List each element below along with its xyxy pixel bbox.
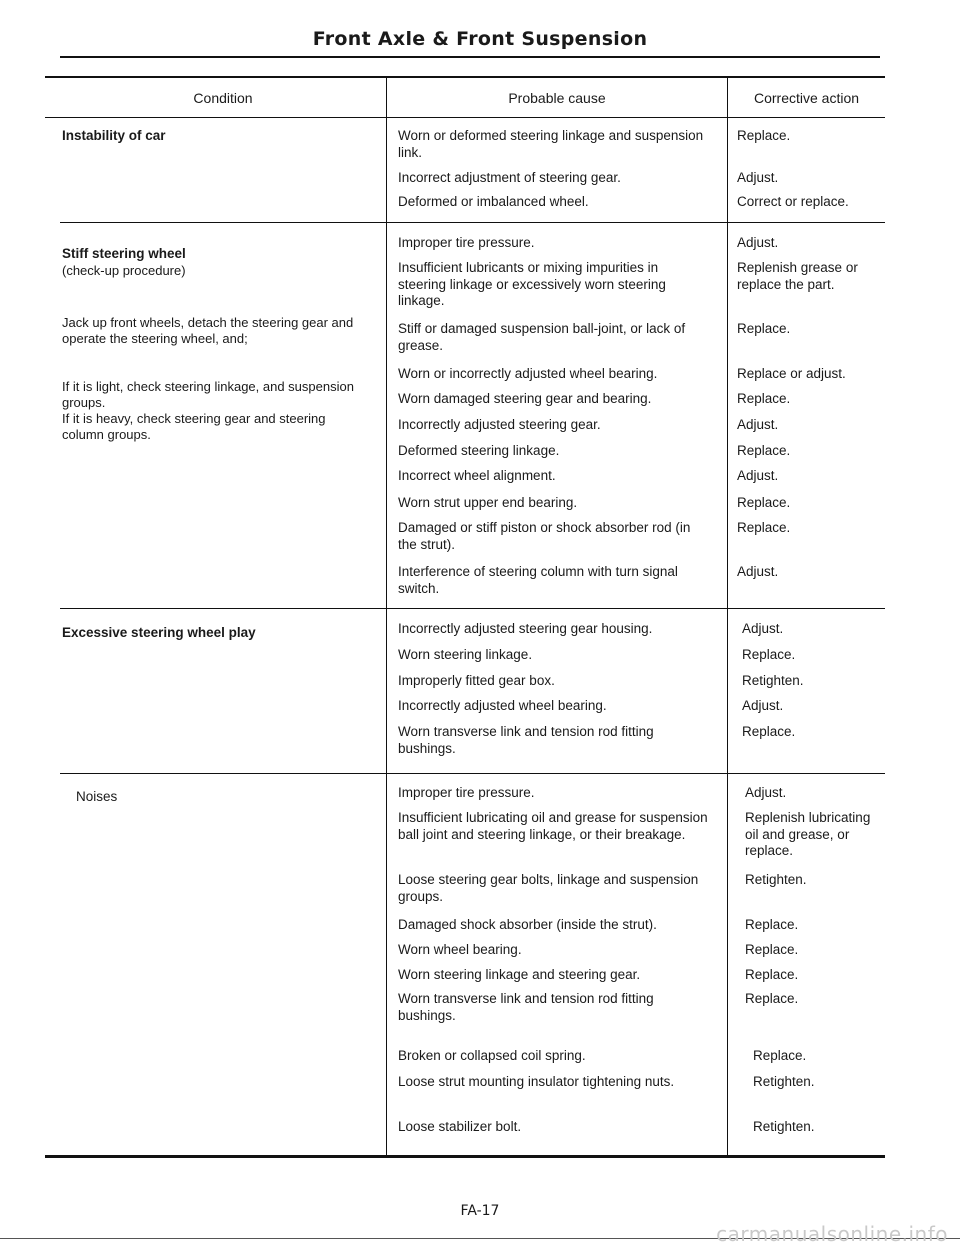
action-text: Retighten. bbox=[742, 673, 804, 688]
action-text: Adjust. bbox=[737, 170, 779, 185]
cause-text: Worn strut upper end bearing. bbox=[398, 495, 578, 510]
page-number: FA-17 bbox=[460, 1203, 500, 1219]
group-divider bbox=[60, 773, 885, 774]
cause-text: Improper tire pressure. bbox=[398, 785, 535, 800]
action-text: Replace. bbox=[737, 443, 791, 458]
cause-text: Deformed or imbalanced wheel. bbox=[398, 194, 589, 209]
cause-text: Loose strut mounting insulator tightening nuts. bbox=[398, 1074, 675, 1089]
action-text: Adjust. bbox=[742, 698, 784, 713]
action-text: Replace. bbox=[737, 321, 791, 336]
action-text: Replace. bbox=[737, 520, 791, 535]
action-cell bbox=[737, 128, 877, 223]
condition-cell bbox=[62, 128, 362, 145]
action-text: Replace. bbox=[745, 917, 799, 932]
condition-title: Stiff steering wheel bbox=[62, 246, 186, 261]
cause-text: Incorrectly adjusted steering gear housing. bbox=[398, 621, 653, 636]
action-text: Correct or replace. bbox=[737, 194, 849, 209]
action-text: Replace. bbox=[737, 128, 791, 143]
cause-text: Damaged shock absorber (inside the strut). bbox=[398, 917, 657, 932]
cause-cell bbox=[398, 235, 708, 605]
column-divider bbox=[386, 78, 387, 1157]
cause-text: Worn or deformed steering linkage and suspension link. bbox=[398, 128, 704, 160]
cause-text: Incorrect adjustment of steering gear. bbox=[398, 170, 621, 185]
column-divider bbox=[727, 78, 728, 1157]
action-text: Retighten. bbox=[753, 1074, 815, 1089]
action-text: Replace. bbox=[745, 942, 799, 957]
cause-text: Incorrectly adjusted steering gear. bbox=[398, 417, 601, 432]
cause-cell bbox=[398, 785, 708, 1153]
cause-text: Worn transverse link and tension rod fitting bushings. bbox=[398, 724, 654, 756]
column-header-probable-cause: Probable cause bbox=[508, 90, 606, 106]
condition-title: Instability of car bbox=[62, 128, 166, 143]
action-text: Replenish grease or replace the part. bbox=[737, 260, 858, 292]
action-cell bbox=[745, 785, 880, 1153]
condition-cell bbox=[62, 625, 367, 642]
cause-text: Broken or collapsed coil spring. bbox=[398, 1048, 586, 1063]
table-bottom-rule bbox=[45, 1155, 885, 1158]
action-text: Adjust. bbox=[737, 235, 779, 250]
title-rule bbox=[60, 56, 880, 58]
cause-text: Improperly fitted gear box. bbox=[398, 673, 555, 688]
group-divider bbox=[60, 608, 885, 609]
action-cell bbox=[737, 235, 877, 605]
cause-text: Loose stabilizer bolt. bbox=[398, 1119, 522, 1134]
cause-text: Insufficient lubricants or mixing impurities in steering linkage or excessively worn steering linkage. bbox=[398, 260, 666, 308]
condition-cell bbox=[62, 246, 367, 443]
column-header-corrective-action: Corrective action bbox=[753, 90, 860, 106]
condition-note: If it is heavy, check steering gear and steering column groups. bbox=[62, 411, 326, 442]
cause-cell bbox=[398, 128, 708, 223]
condition-note: If it is light, check steering linkage, and suspension groups. bbox=[62, 379, 354, 410]
table-top-rule bbox=[45, 76, 885, 78]
cause-text: Worn damaged steering gear and bearing. bbox=[398, 391, 652, 406]
page-title: Front Axle & Front Suspension bbox=[312, 28, 648, 50]
watermark: carmanualsonline.info bbox=[716, 1222, 948, 1246]
header-rule bbox=[45, 117, 885, 118]
action-text: Retighten. bbox=[753, 1119, 815, 1134]
condition-note: Jack up front wheels, detach the steering gear and operate the steering wheel, and; bbox=[62, 315, 354, 346]
action-text: Replace. bbox=[742, 724, 796, 739]
condition-subtitle: (check-up procedure) bbox=[62, 262, 186, 278]
cause-text: Worn or incorrectly adjusted wheel bearing. bbox=[398, 366, 658, 381]
cause-text: Worn wheel bearing. bbox=[398, 942, 522, 957]
cause-text: Incorrect wheel alignment. bbox=[398, 468, 556, 483]
action-text: Replace. bbox=[737, 391, 791, 406]
cause-text: Incorrectly adjusted wheel bearing. bbox=[398, 698, 607, 713]
action-text: Retighten. bbox=[745, 872, 807, 887]
cause-text: Deformed steering linkage. bbox=[398, 443, 560, 458]
cause-text: Damaged or stiff piston or shock absorber rod (in the strut). bbox=[398, 520, 691, 552]
condition-cell bbox=[76, 789, 366, 806]
cause-text: Improper tire pressure. bbox=[398, 235, 535, 250]
action-text: Replenish lubricating oil and grease, or replace. bbox=[745, 810, 871, 858]
action-text: Adjust. bbox=[742, 621, 784, 636]
action-text: Adjust. bbox=[737, 564, 779, 579]
condition-title: Noises bbox=[76, 789, 118, 804]
action-text: Replace. bbox=[753, 1048, 807, 1063]
action-text: Adjust. bbox=[737, 468, 779, 483]
cause-text: Worn steering linkage and steering gear. bbox=[398, 967, 641, 982]
cause-text: Stiff or damaged suspension ball-joint, or lack of grease. bbox=[398, 321, 686, 353]
cause-text: Worn transverse link and tension rod fitting bushings. bbox=[398, 991, 654, 1023]
action-text: Replace. bbox=[745, 991, 799, 1006]
cause-text: Worn steering linkage. bbox=[398, 647, 533, 662]
cause-text: Insufficient lubricating oil and grease for suspension ball joint and steering linkage, or their breakage. bbox=[398, 810, 708, 842]
cause-cell bbox=[398, 621, 708, 771]
action-text: Adjust. bbox=[745, 785, 787, 800]
action-cell bbox=[742, 621, 877, 771]
action-text: Replace. bbox=[737, 495, 791, 510]
action-text: Replace. bbox=[745, 967, 799, 982]
action-text: Replace. bbox=[742, 647, 796, 662]
column-header-condition: Condition bbox=[193, 90, 253, 106]
condition-title: Excessive steering wheel play bbox=[62, 625, 256, 640]
action-text: Replace or adjust. bbox=[737, 366, 846, 381]
action-text: Adjust. bbox=[737, 417, 779, 432]
cause-text: Loose steering gear bolts, linkage and suspension groups. bbox=[398, 872, 699, 904]
cause-text: Interference of steering column with turn signal switch. bbox=[398, 564, 678, 596]
